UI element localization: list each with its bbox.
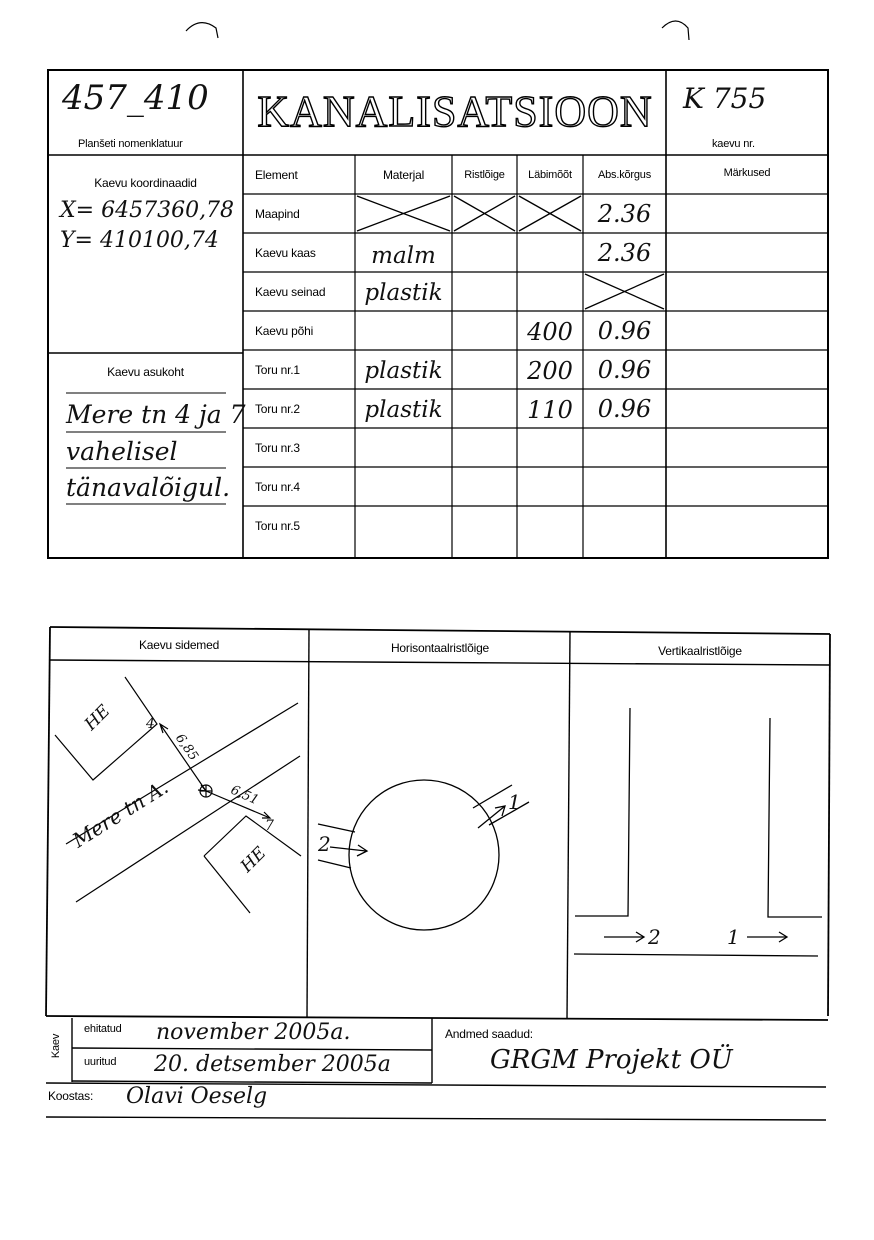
location-line-3: tänavalõigul. xyxy=(66,473,231,502)
row-material: plastik xyxy=(364,396,443,423)
row-diameter: 200 xyxy=(527,356,573,385)
row-material: plastik xyxy=(364,357,443,384)
label-distance-b: 6,51 xyxy=(228,782,261,809)
row-element: Toru nr.3 xyxy=(255,440,300,455)
measured-value: 20. detsember 2005a xyxy=(154,1052,391,1077)
header-diameter: Läbimõõt xyxy=(528,168,572,181)
header-element: Element xyxy=(255,167,298,182)
well-number-value: K 755 xyxy=(683,82,767,115)
header-material: Materjal xyxy=(382,167,425,182)
row-element: Toru nr.1 xyxy=(255,362,300,377)
label-pipe1-horizontal: 1 xyxy=(508,790,521,814)
row-element: Toru nr.2 xyxy=(255,401,300,416)
header-notes: Märkused xyxy=(723,167,771,179)
nomenclature-label: Planšeti nomenklatuur xyxy=(78,138,183,150)
horizontal-title: Horisontaalristlõige xyxy=(390,641,490,655)
form-title: KANALISATSIOON xyxy=(257,87,653,136)
location-label: Kaevu asukoht xyxy=(107,365,184,379)
row-element: Kaevu seinad xyxy=(255,284,326,299)
built-value: november 2005a. xyxy=(156,1020,351,1045)
well-number-label: kaevu nr. xyxy=(712,138,755,150)
header-cross-section: Ristlõige xyxy=(464,168,505,181)
row-elevation: 2.36 xyxy=(597,199,652,228)
row-elevation: 0.96 xyxy=(597,316,652,345)
label-pipe2-vertical: 2 xyxy=(648,925,661,949)
row-material: plastik xyxy=(364,279,443,306)
coordinate-x: X= 6457360,78 xyxy=(60,198,235,223)
footer-side-label: Kaev xyxy=(50,1033,63,1059)
label-pipe2-horizontal: 2 xyxy=(318,832,331,856)
location-line-2: vahelisel xyxy=(66,437,178,466)
label-house-bottom: HE xyxy=(236,843,271,877)
label-pipe1-vertical: 1 xyxy=(727,925,740,949)
location-line-1: Mere tn 4 ja 7 xyxy=(66,400,246,429)
row-material: malm xyxy=(371,242,436,269)
row-diameter: 110 xyxy=(527,395,573,424)
label-distance-a: 6,85 xyxy=(172,731,201,764)
row-element: Maapind xyxy=(255,206,300,221)
nomenclature-value: 457_410 xyxy=(62,78,209,118)
header-elevation: Abs.kõrgus xyxy=(597,168,652,181)
coordinates-label: Kaevu koordinaadid xyxy=(94,176,197,190)
row-elevation: 2.36 xyxy=(597,238,652,267)
vertical-title: Vertikaalristlõige xyxy=(658,644,742,658)
label-house-bottom-number: 7 xyxy=(265,818,274,834)
data-source-label: Andmed saadud: xyxy=(445,1027,533,1041)
compiled-value: Olavi Oeselg xyxy=(126,1084,268,1109)
built-label: ehitatud xyxy=(84,1023,122,1035)
row-diameter: 400 xyxy=(527,317,573,346)
data-source-value: GRGM Projekt OÜ xyxy=(490,1045,733,1075)
row-elevation: 0.96 xyxy=(597,355,652,384)
row-element: Kaevu põhi xyxy=(255,323,314,338)
compiled-label: Koostas: xyxy=(48,1089,94,1103)
row-element: Toru nr.5 xyxy=(255,518,300,533)
coordinate-y: Y= 410100,74 xyxy=(60,228,219,253)
row-element: Kaevu kaas xyxy=(255,245,316,260)
label-house-top-number: 4 xyxy=(146,716,155,732)
measured-label: uuritud xyxy=(84,1056,117,1068)
connections-title: Kaevu sidemed xyxy=(138,638,220,652)
row-elevation: 0.96 xyxy=(597,394,652,423)
row-element: Toru nr.4 xyxy=(255,479,300,494)
label-street: Mere tn A. xyxy=(68,774,173,853)
label-house-top: HE xyxy=(80,701,115,735)
